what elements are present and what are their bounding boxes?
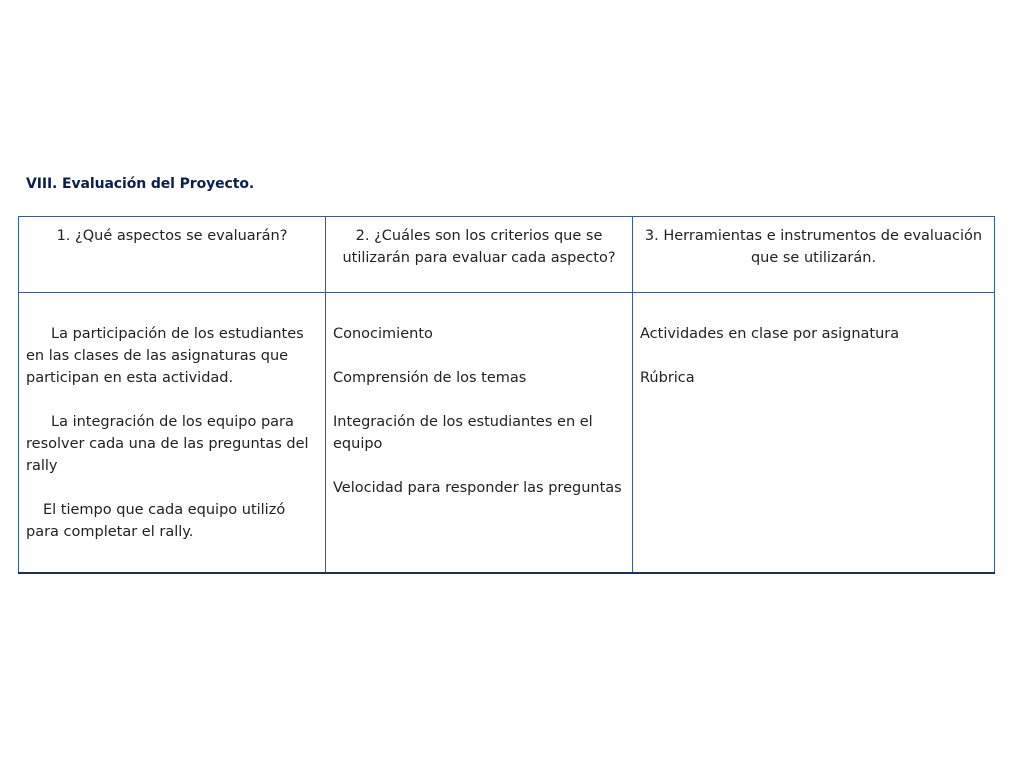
table-header-row (19, 217, 995, 293)
section-title: VIII. Evaluación del Proyecto. (26, 176, 255, 192)
tool-item: Rúbrica (640, 370, 695, 386)
aspect-item: El tiempo que cada equipo utilizó para completar el rally. (26, 502, 286, 540)
tool-item: Actividades en clase por asignatura (640, 326, 900, 342)
tools-cell (633, 293, 995, 573)
criteria-item: Velocidad para responder las preguntas (333, 480, 622, 496)
table-row (19, 293, 995, 573)
evaluation-table (18, 216, 995, 574)
criteria-item: Comprensión de los temas (333, 370, 527, 386)
header-aspects: 1. ¿Qué aspectos se evaluarán? (19, 217, 326, 293)
aspect-item: La participación de los estudiantes en las clases de las asignaturas que participan en esta actividad. (26, 326, 304, 386)
criteria-item: Integración de los estudiantes en el equipo (333, 414, 593, 452)
criteria-item: Conocimiento (333, 326, 433, 342)
header-tools: 3. Herramientas e instrumentos de evaluación que se utilizarán. (633, 217, 995, 293)
criteria-cell (326, 293, 633, 573)
header-criteria: 2. ¿Cuáles son los criterios que se utilizarán para evaluar cada aspecto? (326, 217, 633, 293)
aspects-cell (19, 293, 326, 573)
aspect-item: La integración de los equipo para resolver cada una de las preguntas del rally (26, 414, 309, 474)
